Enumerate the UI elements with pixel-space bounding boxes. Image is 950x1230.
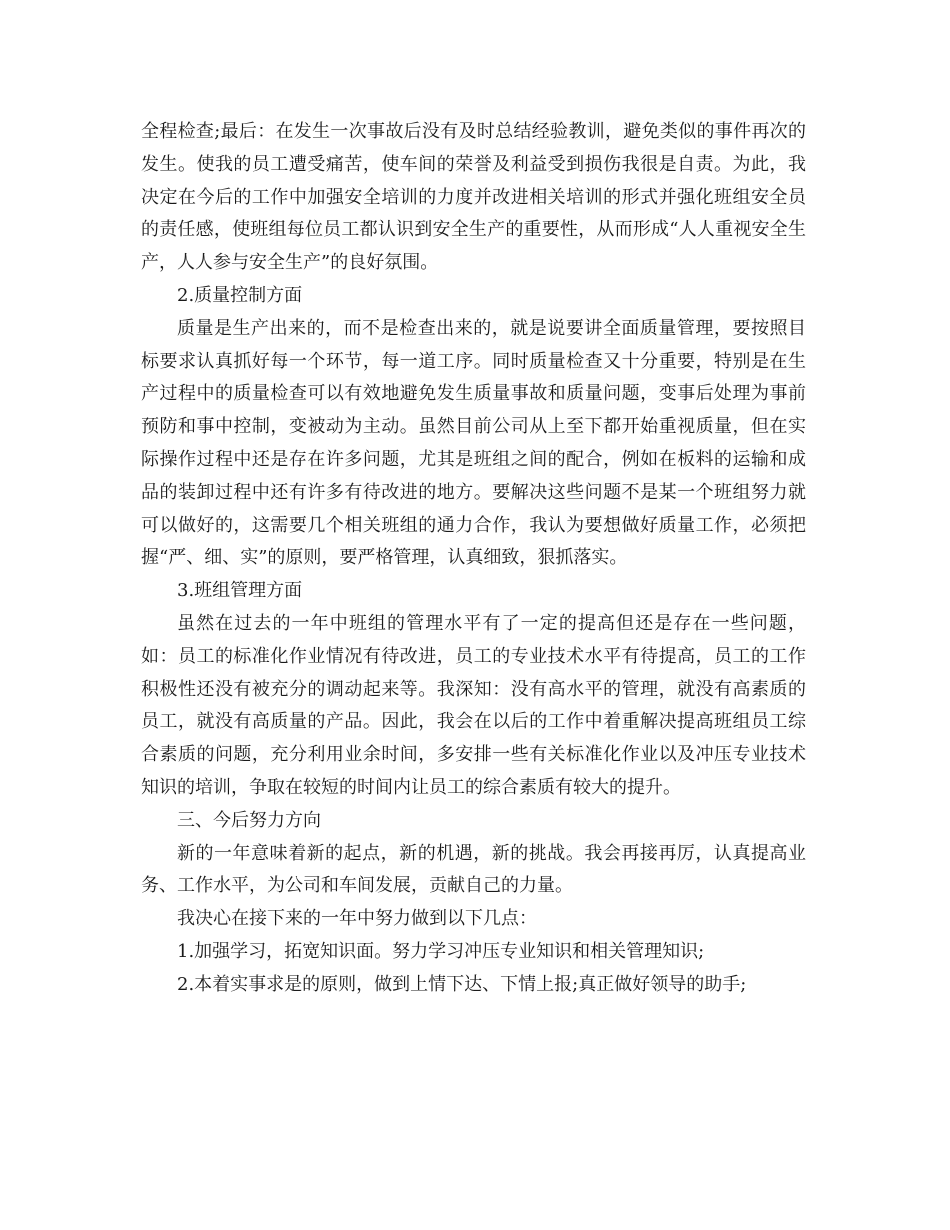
list-item-2: 2.本着实事求是的原则，做到上情下达、下情上报;真正做好领导的助手; (177, 973, 747, 995)
paragraph-safety-conclusion: 全程检查;最后：在发生一次事故后没有及时总结经验教训，避免类似的事件再次的发生。使我的员工遭受痛苦，使车间的荣誉及利益受到损伤我很是自责。为此，我决定在今后的工作中加强安全培训的力度并改进相关培训的形式并强化班组安全员的责任感，使班组每位员工都认识到安全生产的重要性，从而形成“人人重视安全生产，人人参与安全生产”的良好氛围。 (141, 121, 806, 274)
paragraph-team-management: 虽然在过去的一年中班组的管理水平有了一定的提高但还是存在一些问题，如：员工的标准化作业情况有待改进，员工的专业技术水平有待提高，员工的工作积极性还没有被充分的调动起来等。我深知：没有高水平的管理，就没有高素质的员工，就没有高质量的产品。因此，我会在以后的工作中着重解决提高班组员工综合素质的问题，充分利用业余时间，多安排一些有关标准化作业以及冲压专业技术知识的培训，争取在较短的时间内让员工的综合素质有较大的提升。 (141, 612, 806, 798)
document-body (141, 116, 806, 1002)
heading-team-management: 3.班组管理方面 (177, 580, 303, 602)
paragraph-resolution-intro: 我决心在接下来的一年中努力做到以下几点： (177, 908, 537, 930)
paragraph-future-direction: 新的一年意味着新的起点，新的机遇，新的挑战。我会再接再厉，认真提高业务、工作水平，为公司和车间发展，贡献自己的力量。 (141, 842, 806, 897)
heading-quality-control: 2.质量控制方面 (177, 284, 303, 306)
heading-future-direction: 三、今后努力方向 (177, 809, 321, 831)
paragraph-quality-control: 质量是生产出来的，而不是检查出来的，就是说要讲全面质量管理，要按照目标要求认真抓好每一个环节，每一道工序。同时质量检查又十分重要，特别是在生产过程中的质量检查可以有效地避免发生质量事故和质量问题，变事后处理为事前预防和事中控制，变被动为主动。虽然目前公司从上至下都开始重视质量，但在实际操作过程中还是存在许多问题，尤其是班组之间的配合，例如在板料的运输和成品的装卸过程中还有许多有待改进的地方。要解决这些问题不是某一个班组努力就可以做好的，这需要几个相关班组的通力合作，我认为要想做好质量工作，必须把握“严、细、实”的原则，要严格管理，认真细致，狠抓落实。 (141, 317, 806, 569)
list-item-1: 1.加强学习，拓宽知识面。努力学习冲压专业知识和相关管理知识; (177, 940, 705, 962)
